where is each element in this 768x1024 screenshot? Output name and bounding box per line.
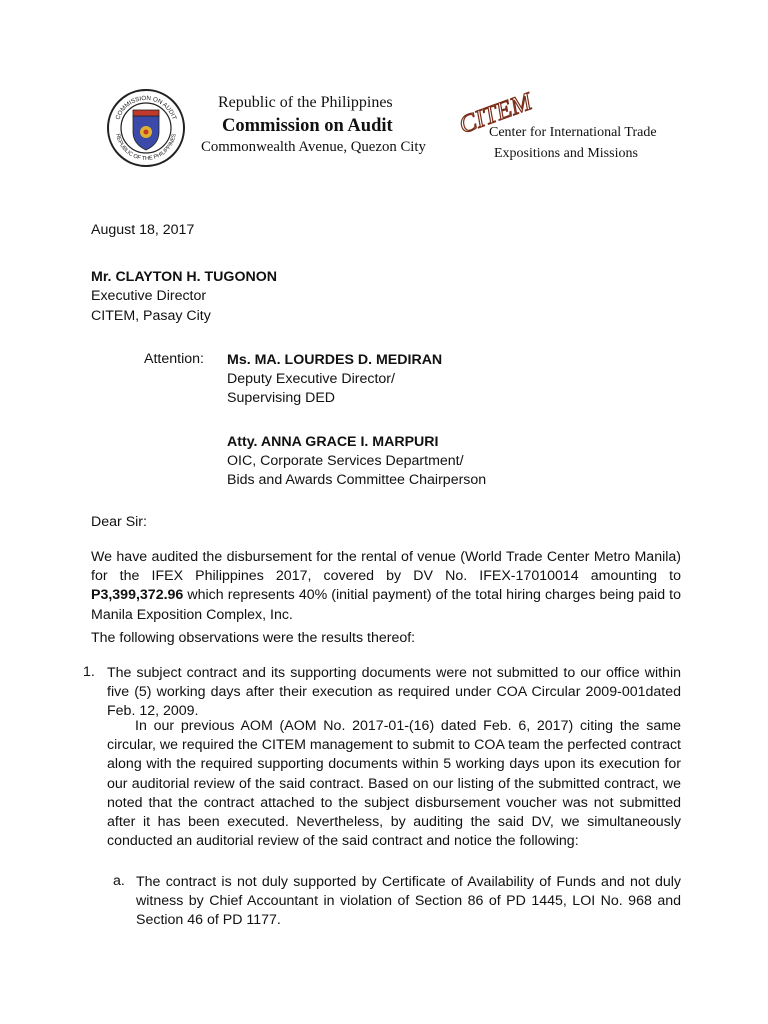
attention-label: Attention: bbox=[144, 351, 204, 367]
header-republic: Republic of the Philippines bbox=[218, 94, 393, 111]
coa-seal-logo bbox=[106, 88, 186, 168]
citem-name-line1: Center for International Trade bbox=[489, 125, 657, 140]
recipient-block bbox=[91, 268, 277, 326]
salutation: Dear Sir: bbox=[91, 514, 147, 530]
item-1-text: The subject contract and its supporting documents were not submitted to our office within five (5) working days after their execution as required under COA Circular 2009-001dated Feb. 12, 2009. bbox=[107, 665, 681, 720]
recipient-org: CITEM, Pasay City bbox=[91, 307, 211, 324]
seal-text-bottom: REPUBLIC OF THE PHILIPPINES bbox=[114, 133, 178, 163]
attention-1-title-2: Supervising DED bbox=[227, 390, 336, 406]
item-a-text: The contract is not duly supported by Certificate of Availability of Funds and not duly witness by Chief Accountant in violation of Section 86 of PD 1445, LOI No. 968 and Section 46 of PD 1177. bbox=[136, 874, 681, 929]
paragraph-previous-aom: In our previous AOM (AOM No. 2017-01-(16) dated Feb. 6, 2017) citing the same circular, we required the CITEM management to submit to COA team the perfected contract along with the required supporting documents within 5 working days upon its execution for our auditorial review of the said contract. Based on our listing of the submitted contract, we noted that the contract attached to the subject disbursement voucher was not submitted after it has been executed. Nevertheless, by auditing the said DV, we simultaneously conducted an auditorial review of the said contract and notice the following: bbox=[107, 718, 681, 850]
attention-2-title-1: OIC, Corporate Services Department/ bbox=[227, 453, 464, 469]
header-commission: Commission on Audit bbox=[222, 116, 393, 136]
attention-1-name: Ms. MA. LOURDES D. MEDIRAN bbox=[227, 352, 443, 368]
letter-date: August 18, 2017 bbox=[91, 222, 195, 238]
attention-2-block bbox=[227, 433, 486, 490]
citem-logo-text: CITEM bbox=[455, 88, 536, 140]
attention-2-title-2: Bids and Awards Committee Chairperson bbox=[227, 472, 487, 488]
recipient-name: Mr. CLAYTON H. TUGONON bbox=[91, 269, 278, 285]
seal-text-top: COMMISSION ON AUDIT bbox=[114, 94, 178, 121]
para1-text-post: which represents 40% (initial payment) of the total hiring charges being paid to Manila Exposition Complex, Inc. bbox=[91, 587, 681, 623]
citem-name-line2: Expositions and Missions bbox=[494, 146, 638, 161]
recipient-title: Executive Director bbox=[91, 288, 207, 305]
attention-1-block bbox=[227, 351, 442, 408]
paragraph-disbursement bbox=[91, 548, 681, 625]
header-address: Commonwealth Avenue, Quezon City bbox=[201, 139, 426, 155]
para1-text-pre: We have audited the disbursement for the rental of venue (World Trade Center Metro Manila) for the IFEX Philippines 2017, covered by DV No. IFEX-17010014 amounting to bbox=[91, 549, 681, 585]
item-a-letter: a. bbox=[113, 873, 125, 889]
para1-amount: P3,399,372.96 bbox=[91, 587, 184, 604]
attention-2-name: Atty. ANNA GRACE I. MARPURI bbox=[227, 434, 439, 450]
paragraph-observations-intro: The following observations were the results thereof: bbox=[91, 630, 416, 646]
attention-1-title-1: Deputy Executive Director/ bbox=[227, 371, 395, 387]
item-1-number: 1. bbox=[83, 664, 95, 680]
